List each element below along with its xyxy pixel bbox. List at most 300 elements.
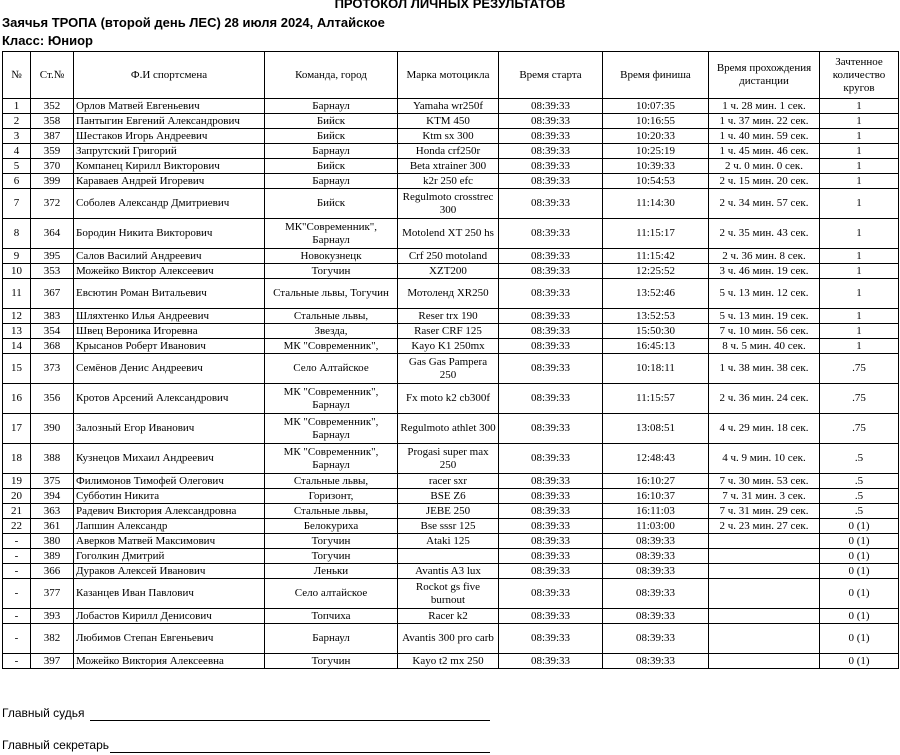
chief-judge-signature-line — [90, 720, 490, 721]
motorcycle-cell: Bse sssr 125 — [398, 519, 499, 534]
race-time-cell: 1 ч. 28 мин. 1 сек. — [709, 99, 820, 114]
start-number-cell: 393 — [31, 609, 74, 624]
motorcycle-cell: Gas Gas Pampera 250 — [398, 354, 499, 384]
motorcycle-cell: Avantis 300 pro carb — [398, 624, 499, 654]
place-cell: 20 — [3, 489, 31, 504]
finish-time-cell: 12:25:52 — [603, 264, 709, 279]
team-cell: Тогучин — [265, 264, 398, 279]
place-cell: 1 — [3, 99, 31, 114]
start-time-cell: 08:39:33 — [499, 489, 603, 504]
rider-name-cell: Семёнов Денис Андреевич — [74, 354, 265, 384]
rider-name-cell: Запрутский Григорий — [74, 144, 265, 159]
place-cell: 6 — [3, 174, 31, 189]
race-time-cell — [709, 534, 820, 549]
start-time-cell: 08:39:33 — [499, 609, 603, 624]
team-cell: Барнаул — [265, 144, 398, 159]
laps-cell: .5 — [820, 504, 899, 519]
start-number-cell: 377 — [31, 579, 74, 609]
laps-cell: 1 — [820, 249, 899, 264]
rider-name-cell: Филимонов Тимофей Олегович — [74, 474, 265, 489]
start-time-cell: 08:39:33 — [499, 264, 603, 279]
laps-cell: .5 — [820, 474, 899, 489]
finish-time-cell: 12:48:43 — [603, 444, 709, 474]
finish-time-cell: 08:39:33 — [603, 609, 709, 624]
race-time-cell: 4 ч. 29 мин. 18 сек. — [709, 414, 820, 444]
start-time-cell: 08:39:33 — [499, 174, 603, 189]
motorcycle-cell: Yamaha wr250f — [398, 99, 499, 114]
start-number-cell: 352 — [31, 99, 74, 114]
start-time-cell: 08:39:33 — [499, 354, 603, 384]
rider-name-cell: Шляхтенко Илья Андреевич — [74, 309, 265, 324]
race-time-cell — [709, 609, 820, 624]
table-row — [3, 519, 899, 534]
laps-cell: 0 (1) — [820, 534, 899, 549]
start-number-cell: 399 — [31, 174, 74, 189]
laps-cell: 0 (1) — [820, 579, 899, 609]
table-row — [3, 264, 899, 279]
place-cell: 18 — [3, 444, 31, 474]
table-row — [3, 564, 899, 579]
table-row — [3, 309, 899, 324]
finish-time-cell: 11:15:17 — [603, 219, 709, 249]
team-cell: Новокузнецк — [265, 249, 398, 264]
table-row — [3, 129, 899, 144]
col-header-start-time: Время старта — [499, 52, 603, 99]
place-cell: 16 — [3, 384, 31, 414]
rider-name-cell: Швец Вероника Игоревна — [74, 324, 265, 339]
motorcycle-cell: Crf 250 motoland — [398, 249, 499, 264]
table-row — [3, 474, 899, 489]
start-time-cell: 08:39:33 — [499, 519, 603, 534]
start-number-cell: 388 — [31, 444, 74, 474]
place-cell: 12 — [3, 309, 31, 324]
race-time-cell: 1 ч. 37 мин. 22 сек. — [709, 114, 820, 129]
start-number-cell: 361 — [31, 519, 74, 534]
place-cell: 13 — [3, 324, 31, 339]
start-number-cell: 390 — [31, 414, 74, 444]
motorcycle-cell: k2r 250 efc — [398, 174, 499, 189]
chief-secretary-label: Главный секретарь — [2, 738, 109, 752]
table-row — [3, 489, 899, 504]
laps-cell: 1 — [820, 339, 899, 354]
race-time-cell: 1 ч. 38 мин. 38 сек. — [709, 354, 820, 384]
place-cell: 14 — [3, 339, 31, 354]
laps-cell: 1 — [820, 264, 899, 279]
start-time-cell: 08:39:33 — [499, 549, 603, 564]
rider-name-cell: Салов Василий Андреевич — [74, 249, 265, 264]
start-number-cell: 354 — [31, 324, 74, 339]
place-cell: 10 — [3, 264, 31, 279]
rider-name-cell: Аверков Матвей Максимович — [74, 534, 265, 549]
start-time-cell: 08:39:33 — [499, 129, 603, 144]
start-time-cell: 08:39:33 — [499, 114, 603, 129]
start-number-cell: 373 — [31, 354, 74, 384]
place-cell: - — [3, 609, 31, 624]
motorcycle-cell: Regulmoto athlet 300 — [398, 414, 499, 444]
table-row — [3, 324, 899, 339]
finish-time-cell: 16:45:13 — [603, 339, 709, 354]
place-cell: 11 — [3, 279, 31, 309]
race-time-cell: 2 ч. 15 мин. 20 сек. — [709, 174, 820, 189]
rider-name-cell: Лапшин Александр — [74, 519, 265, 534]
start-time-cell: 08:39:33 — [499, 339, 603, 354]
start-time-cell: 08:39:33 — [499, 249, 603, 264]
motorcycle-cell: Raser CRF 125 — [398, 324, 499, 339]
place-cell: 3 — [3, 129, 31, 144]
col-header-finish-time: Время финиша — [603, 52, 709, 99]
finish-time-cell: 16:11:03 — [603, 504, 709, 519]
race-time-cell: 2 ч. 36 мин. 8 сек. — [709, 249, 820, 264]
team-cell: Тогучин — [265, 654, 398, 669]
laps-cell: 0 (1) — [820, 549, 899, 564]
race-time-cell: 7 ч. 10 мин. 56 сек. — [709, 324, 820, 339]
motorcycle-cell: Kayo t2 mx 250 — [398, 654, 499, 669]
rider-name-cell: Субботин Никита — [74, 489, 265, 504]
team-cell: Барнаул — [265, 624, 398, 654]
motorcycle-cell: Progasi super max 250 — [398, 444, 499, 474]
motorcycle-cell: JEBE 250 — [398, 504, 499, 519]
race-time-cell: 8 ч. 5 мин. 40 сек. — [709, 339, 820, 354]
place-cell: - — [3, 654, 31, 669]
team-cell: МК "Современник", Барнаул — [265, 384, 398, 414]
start-time-cell: 08:39:33 — [499, 414, 603, 444]
table-header-row — [3, 52, 899, 99]
motorcycle-cell: Ktm sx 300 — [398, 129, 499, 144]
motorcycle-cell: Rockot gs five burnout — [398, 579, 499, 609]
laps-cell: 0 (1) — [820, 519, 899, 534]
finish-time-cell: 11:15:57 — [603, 384, 709, 414]
start-number-cell: 389 — [31, 549, 74, 564]
start-time-cell: 08:39:33 — [499, 624, 603, 654]
table-row — [3, 384, 899, 414]
race-time-cell: 5 ч. 13 мин. 12 сек. — [709, 279, 820, 309]
start-time-cell: 08:39:33 — [499, 384, 603, 414]
col-header-rider-name: Ф.И спортсмена — [74, 52, 265, 99]
team-cell: Звезда, — [265, 324, 398, 339]
start-time-cell: 08:39:33 — [499, 534, 603, 549]
laps-cell: .75 — [820, 384, 899, 414]
finish-time-cell: 08:39:33 — [603, 624, 709, 654]
laps-cell: 1 — [820, 144, 899, 159]
team-cell: Село Алтайское — [265, 354, 398, 384]
start-time-cell: 08:39:33 — [499, 654, 603, 669]
start-time-cell: 08:39:33 — [499, 309, 603, 324]
place-cell: - — [3, 534, 31, 549]
laps-cell: 1 — [820, 114, 899, 129]
place-cell: 19 — [3, 474, 31, 489]
rider-name-cell: Любимов Степан Евгеньевич — [74, 624, 265, 654]
finish-time-cell: 13:52:53 — [603, 309, 709, 324]
motorcycle-cell: Мотоленд XR250 — [398, 279, 499, 309]
motorcycle-cell: Honda crf250r — [398, 144, 499, 159]
table-row — [3, 609, 899, 624]
place-cell: 5 — [3, 159, 31, 174]
race-time-cell: 3 ч. 46 мин. 19 сек. — [709, 264, 820, 279]
race-time-cell: 1 ч. 40 мин. 59 сек. — [709, 129, 820, 144]
motorcycle-cell: Regulmoto crosstrec 300 — [398, 189, 499, 219]
table-row — [3, 504, 899, 519]
finish-time-cell: 11:14:30 — [603, 189, 709, 219]
laps-cell: .5 — [820, 489, 899, 504]
start-number-cell: 366 — [31, 564, 74, 579]
start-number-cell: 353 — [31, 264, 74, 279]
rider-name-cell: Пантыгин Евгений Александрович — [74, 114, 265, 129]
race-time-cell: 2 ч. 34 мин. 57 сек. — [709, 189, 820, 219]
team-cell: Бийск — [265, 114, 398, 129]
start-number-cell: 375 — [31, 474, 74, 489]
col-header-team-city: Команда, город — [265, 52, 398, 99]
race-time-cell — [709, 549, 820, 564]
rider-name-cell: Шестаков Игорь Андреевич — [74, 129, 265, 144]
team-cell: Бийск — [265, 189, 398, 219]
team-cell: Белокуриха — [265, 519, 398, 534]
rider-name-cell: Можейко Виктория Алексеевна — [74, 654, 265, 669]
team-cell: Стальные львы, — [265, 474, 398, 489]
motorcycle-cell: Racer k2 — [398, 609, 499, 624]
motorcycle-cell: XZT200 — [398, 264, 499, 279]
rider-name-cell: Гоголкин Дмитрий — [74, 549, 265, 564]
rider-name-cell: Можейко Виктор Алексеевич — [74, 264, 265, 279]
rider-name-cell: Залозный Егор Иванович — [74, 414, 265, 444]
team-cell: Стальные львы, — [265, 309, 398, 324]
motorcycle-cell: Motolend XT 250 hs — [398, 219, 499, 249]
rider-name-cell: Евсютин Роман Витальевич — [74, 279, 265, 309]
col-header-start-number: Ст.№ — [31, 52, 74, 99]
finish-time-cell: 08:39:33 — [603, 549, 709, 564]
table-row — [3, 159, 899, 174]
table-row — [3, 534, 899, 549]
place-cell: - — [3, 579, 31, 609]
team-cell: Барнаул — [265, 99, 398, 114]
team-cell: Тогучин — [265, 534, 398, 549]
table-row — [3, 189, 899, 219]
table-row — [3, 549, 899, 564]
col-header-place: № — [3, 52, 31, 99]
place-cell: - — [3, 624, 31, 654]
team-cell: Бийск — [265, 129, 398, 144]
rider-name-cell: Соболев Александр Дмитриевич — [74, 189, 265, 219]
race-time-cell: 7 ч. 31 мин. 29 сек. — [709, 504, 820, 519]
start-time-cell: 08:39:33 — [499, 189, 603, 219]
table-row — [3, 354, 899, 384]
motorcycle-cell: KTM 450 — [398, 114, 499, 129]
laps-cell: .75 — [820, 414, 899, 444]
race-time-cell: 7 ч. 31 мин. 3 сек. — [709, 489, 820, 504]
finish-time-cell: 13:52:46 — [603, 279, 709, 309]
team-cell: Стальные львы, Тогучин — [265, 279, 398, 309]
finish-time-cell: 08:39:33 — [603, 564, 709, 579]
race-time-cell — [709, 564, 820, 579]
motorcycle-cell: BSE Z6 — [398, 489, 499, 504]
race-time-cell — [709, 654, 820, 669]
race-time-cell: 2 ч. 0 мин. 0 сек. — [709, 159, 820, 174]
start-number-cell: 367 — [31, 279, 74, 309]
finish-time-cell: 10:20:33 — [603, 129, 709, 144]
start-number-cell: 380 — [31, 534, 74, 549]
finish-time-cell: 08:39:33 — [603, 534, 709, 549]
motorcycle-cell: Kayo K1 250mx — [398, 339, 499, 354]
table-row — [3, 579, 899, 609]
start-number-cell: 394 — [31, 489, 74, 504]
race-time-cell: 1 ч. 45 мин. 46 сек. — [709, 144, 820, 159]
laps-cell: 0 (1) — [820, 609, 899, 624]
place-cell: 4 — [3, 144, 31, 159]
start-time-cell: 08:39:33 — [499, 279, 603, 309]
start-number-cell: 397 — [31, 654, 74, 669]
table-row — [3, 99, 899, 114]
class-label: Класс: Юниор — [2, 33, 93, 48]
start-number-cell: 363 — [31, 504, 74, 519]
place-cell: 7 — [3, 189, 31, 219]
start-time-cell: 08:39:33 — [499, 99, 603, 114]
race-time-cell: 2 ч. 35 мин. 43 сек. — [709, 219, 820, 249]
motorcycle-cell: Reser trx 190 — [398, 309, 499, 324]
place-cell: 8 — [3, 219, 31, 249]
rider-name-cell: Бородин Никита Викторович — [74, 219, 265, 249]
race-time-cell — [709, 624, 820, 654]
motorcycle-cell: Avantis A3 lux — [398, 564, 499, 579]
place-cell: - — [3, 564, 31, 579]
team-cell: Леньки — [265, 564, 398, 579]
start-number-cell: 368 — [31, 339, 74, 354]
table-row — [3, 249, 899, 264]
event-subtitle: Заячья ТРОПА (второй день ЛЕС) 28 июля 2024, Алтайское — [2, 15, 385, 30]
laps-cell: 0 (1) — [820, 564, 899, 579]
finish-time-cell: 10:18:11 — [603, 354, 709, 384]
start-time-cell: 08:39:33 — [499, 159, 603, 174]
start-number-cell: 372 — [31, 189, 74, 219]
team-cell: МК "Современник", — [265, 339, 398, 354]
finish-time-cell: 10:25:19 — [603, 144, 709, 159]
rider-name-cell: Орлов Матвей Евгеньевич — [74, 99, 265, 114]
rider-name-cell: Казанцев Иван Павлович — [74, 579, 265, 609]
start-number-cell: 356 — [31, 384, 74, 414]
team-cell: Село алтайское — [265, 579, 398, 609]
place-cell: 22 — [3, 519, 31, 534]
motorcycle-cell: racer sxr — [398, 474, 499, 489]
laps-cell: 1 — [820, 219, 899, 249]
team-cell: Барнаул — [265, 174, 398, 189]
page-title: ПРОТОКОЛ ЛИЧНЫХ РЕЗУЛЬТАТОВ — [334, 0, 566, 11]
chief-secretary-signature-line — [110, 752, 490, 753]
start-time-cell: 08:39:33 — [499, 219, 603, 249]
col-header-race-time: Время прохождения дистанции — [709, 52, 820, 99]
table-row — [3, 114, 899, 129]
laps-cell: .75 — [820, 354, 899, 384]
place-cell: - — [3, 549, 31, 564]
table-row — [3, 654, 899, 669]
laps-cell: 0 (1) — [820, 624, 899, 654]
place-cell: 17 — [3, 414, 31, 444]
finish-time-cell: 10:07:35 — [603, 99, 709, 114]
laps-cell: 1 — [820, 279, 899, 309]
laps-cell: 1 — [820, 99, 899, 114]
place-cell: 2 — [3, 114, 31, 129]
race-time-cell: 2 ч. 23 мин. 27 сек. — [709, 519, 820, 534]
table-row — [3, 279, 899, 309]
finish-time-cell: 10:16:55 — [603, 114, 709, 129]
start-time-cell: 08:39:33 — [499, 579, 603, 609]
table-row — [3, 414, 899, 444]
rider-name-cell: Кротов Арсений Александрович — [74, 384, 265, 414]
start-time-cell: 08:39:33 — [499, 504, 603, 519]
rider-name-cell: Дураков Алексей Иванович — [74, 564, 265, 579]
rider-name-cell: Радевич Виктория Александровна — [74, 504, 265, 519]
table-row — [3, 624, 899, 654]
chief-judge-label: Главный судья — [2, 706, 85, 720]
team-cell: Топчиха — [265, 609, 398, 624]
laps-cell: 1 — [820, 324, 899, 339]
laps-cell: .5 — [820, 444, 899, 474]
start-time-cell: 08:39:33 — [499, 144, 603, 159]
race-time-cell: 7 ч. 30 мин. 53 сек. — [709, 474, 820, 489]
finish-time-cell: 16:10:27 — [603, 474, 709, 489]
rider-name-cell: Компанец Кирилл Викторович — [74, 159, 265, 174]
place-cell: 9 — [3, 249, 31, 264]
start-time-cell: 08:39:33 — [499, 444, 603, 474]
finish-time-cell: 08:39:33 — [603, 579, 709, 609]
rider-name-cell: Крысанов Роберт Иванович — [74, 339, 265, 354]
finish-time-cell: 10:39:33 — [603, 159, 709, 174]
start-number-cell: 382 — [31, 624, 74, 654]
table-row — [3, 219, 899, 249]
table-row — [3, 174, 899, 189]
table-row — [3, 144, 899, 159]
rider-name-cell: Караваев Андрей Игоревич — [74, 174, 265, 189]
team-cell: МК "Современник", Барнаул — [265, 414, 398, 444]
finish-time-cell: 15:50:30 — [603, 324, 709, 339]
rider-name-cell: Кузнецов Михаил Андреевич — [74, 444, 265, 474]
race-time-cell — [709, 579, 820, 609]
results-table — [2, 51, 899, 669]
start-number-cell: 358 — [31, 114, 74, 129]
start-time-cell: 08:39:33 — [499, 324, 603, 339]
finish-time-cell: 13:08:51 — [603, 414, 709, 444]
finish-time-cell: 08:39:33 — [603, 654, 709, 669]
place-cell: 21 — [3, 504, 31, 519]
motorcycle-cell: Fx moto k2 cb300f — [398, 384, 499, 414]
laps-cell: 1 — [820, 309, 899, 324]
table-row — [3, 444, 899, 474]
motorcycle-cell: Ataki 125 — [398, 534, 499, 549]
finish-time-cell: 11:15:42 — [603, 249, 709, 264]
start-time-cell: 08:39:33 — [499, 474, 603, 489]
laps-cell: 1 — [820, 189, 899, 219]
place-cell: 15 — [3, 354, 31, 384]
laps-cell: 0 (1) — [820, 654, 899, 669]
finish-time-cell: 16:10:37 — [603, 489, 709, 504]
team-cell: Горизонт, — [265, 489, 398, 504]
team-cell: МК "Современник", Барнаул — [265, 444, 398, 474]
laps-cell: 1 — [820, 174, 899, 189]
motorcycle-cell: Beta xtrainer 300 — [398, 159, 499, 174]
col-header-laps: Зачтенное количество кругов — [820, 52, 899, 99]
start-number-cell: 364 — [31, 219, 74, 249]
team-cell: МК"Современник", Барнаул — [265, 219, 398, 249]
race-time-cell: 4 ч. 9 мин. 10 сек. — [709, 444, 820, 474]
start-number-cell: 370 — [31, 159, 74, 174]
race-time-cell: 5 ч. 13 мин. 19 сек. — [709, 309, 820, 324]
team-cell: Стальные львы, — [265, 504, 398, 519]
start-number-cell: 383 — [31, 309, 74, 324]
finish-time-cell: 11:03:00 — [603, 519, 709, 534]
start-number-cell: 359 — [31, 144, 74, 159]
col-header-motorcycle: Марка мотоцикла — [398, 52, 499, 99]
laps-cell: 1 — [820, 129, 899, 144]
rider-name-cell: Лобастов Кирилл Денисович — [74, 609, 265, 624]
motorcycle-cell — [398, 549, 499, 564]
team-cell: Бийск — [265, 159, 398, 174]
